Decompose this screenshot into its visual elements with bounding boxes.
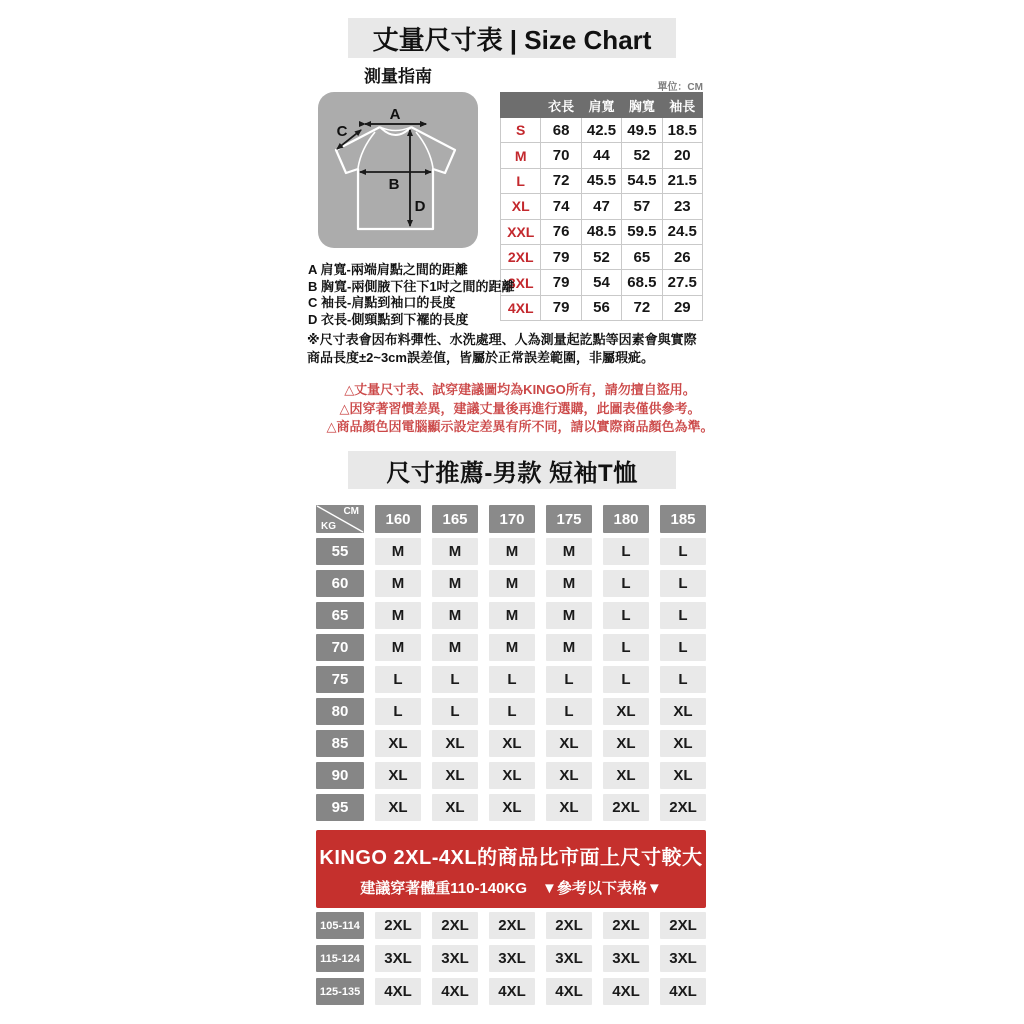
heavy-size-cell: 3XL [603, 945, 649, 972]
label-b: B [388, 176, 400, 193]
heavy-weight-header-cell: 105-114 [316, 912, 364, 939]
size-value: 44 [581, 143, 621, 168]
size-label: 2XL [501, 244, 541, 269]
banner-line2: 建議穿著體重110-140KG ▼參考以下表格▼ [360, 879, 662, 897]
size-value: 42.5 [581, 118, 621, 143]
size-recommend-cell: XL [546, 730, 592, 757]
heavy-size-cell: 4XL [546, 978, 592, 1005]
size-recommend-cell: XL [546, 762, 592, 789]
size-value: 23 [662, 194, 702, 219]
measure-guide-title: 測量指南 [364, 67, 432, 86]
weight-header-cell: 70 [316, 634, 364, 661]
heavy-size-cell: 2XL [660, 912, 706, 939]
size-recommend-cell: 2XL [660, 794, 706, 821]
heavy-size-cell: 2XL [603, 912, 649, 939]
size-recommend-cell: L [660, 634, 706, 661]
height-header-cell: 165 [432, 505, 478, 533]
size-value: 52 [622, 143, 662, 168]
size-value: 70 [541, 143, 581, 168]
size-value: 52 [581, 244, 621, 269]
col-header-sleeve: 袖長 [662, 93, 702, 118]
size-label: XL [501, 194, 541, 219]
height-header-cell: 170 [489, 505, 535, 533]
size-table-row [501, 295, 703, 320]
size-recommend-cell: L [660, 666, 706, 693]
size-value: 72 [541, 168, 581, 193]
size-value: 27.5 [662, 270, 702, 295]
col-header-chest: 胸寬 [622, 93, 662, 118]
measure-note-line: A 肩寬-兩端肩點之間的距離 [308, 262, 468, 277]
size-value: 26 [662, 244, 702, 269]
weight-header-cell: 60 [316, 570, 364, 597]
label-d: D [414, 198, 426, 215]
size-recommend-cell: XL [660, 762, 706, 789]
size-table-row [501, 270, 703, 295]
col-header-length: 衣長 [541, 93, 581, 118]
weight-header-cell: 65 [316, 602, 364, 629]
label-c: C [336, 123, 348, 140]
size-recommend-cell: XL [375, 762, 421, 789]
size-value: 45.5 [581, 168, 621, 193]
size-recommend-cell: XL [432, 794, 478, 821]
oversize-banner [316, 830, 706, 908]
size-recommend-cell: 2XL [603, 794, 649, 821]
size-value: 29 [662, 295, 702, 320]
height-header-cell: 185 [660, 505, 706, 533]
size-recommend-cell: L [546, 666, 592, 693]
tshirt-illustration [318, 92, 478, 248]
size-recommend-cell: XL [432, 762, 478, 789]
size-table-body [501, 118, 703, 321]
size-value: 68 [541, 118, 581, 143]
size-recommend-cell: L [603, 538, 649, 565]
size-value: 79 [541, 295, 581, 320]
size-recommend-cell: L [432, 666, 478, 693]
weight-header-cell: 95 [316, 794, 364, 821]
size-recommend-cell: L [432, 698, 478, 725]
size-recommend-cell: L [603, 570, 649, 597]
tshirt-diagram [318, 92, 478, 248]
size-recommend-cell: L [603, 666, 649, 693]
size-recommend-cell: L [489, 698, 535, 725]
size-recommend-cell: XL [603, 698, 649, 725]
heavy-size-cell: 3XL [375, 945, 421, 972]
size-recommend-cell: M [432, 538, 478, 565]
page-title: 丈量尺寸表 | Size Chart [348, 18, 676, 58]
warnings [312, 381, 728, 437]
size-label: 4XL [501, 295, 541, 320]
size-recommend-cell: M [375, 602, 421, 629]
size-value: 59.5 [622, 219, 662, 244]
size-value: 20 [662, 143, 702, 168]
warning-line: △商品顏色因電腦顯示設定差異有所不同，請以實際商品顏色為準。 [326, 419, 714, 434]
measure-note-line: B 胸寬-兩側腋下往下1吋之間的距離 [308, 278, 515, 294]
heavy-size-cell: 3XL [432, 945, 478, 972]
axis-cm-label: CM [343, 506, 359, 517]
size-recommend-cell: M [489, 602, 535, 629]
size-recommend-cell: L [660, 602, 706, 629]
heavy-size-cell: 2XL [489, 912, 535, 939]
heavy-size-cell: 3XL [660, 945, 706, 972]
size-value: 48.5 [581, 219, 621, 244]
size-label: XXL [501, 219, 541, 244]
size-table-row [501, 194, 703, 219]
size-table-header-row [501, 93, 703, 118]
size-value: 74 [541, 194, 581, 219]
size-recommend-cell: L [603, 634, 649, 661]
unit-label: 單位：CM [657, 82, 703, 93]
size-recommend-cell: XL [603, 762, 649, 789]
size-recommend-cell: L [489, 666, 535, 693]
size-recommend-cell: XL [432, 730, 478, 757]
size-value: 57 [622, 194, 662, 219]
size-recommend-cell: M [432, 634, 478, 661]
size-recommend-cell: M [375, 570, 421, 597]
size-recommend-cell: M [489, 538, 535, 565]
size-recommend-cell: XL [489, 794, 535, 821]
size-recommend-cell: L [660, 538, 706, 565]
heavy-weight-table [316, 912, 706, 1005]
warning-line: △丈量尺寸表、試穿建議圖均為KINGO所有，請勿擅自盜用。 [344, 382, 696, 397]
heavy-size-cell: 4XL [603, 978, 649, 1005]
size-recommend-cell: L [660, 570, 706, 597]
size-recommend-cell: M [546, 634, 592, 661]
size-value: 76 [541, 219, 581, 244]
size-recommend-cell: XL [375, 794, 421, 821]
size-table-row [501, 168, 703, 193]
size-recommend-cell: M [489, 634, 535, 661]
size-recommend-cell: XL [603, 730, 649, 757]
weight-header-cell: 75 [316, 666, 364, 693]
recommend-title: 尺寸推薦-男款 短袖T恤 [348, 451, 676, 489]
heavy-size-cell: 4XL [660, 978, 706, 1005]
size-recommend-cell: L [375, 698, 421, 725]
size-table-corner-cell [501, 93, 541, 118]
size-value: 72 [622, 295, 662, 320]
size-recommend-cell: M [432, 602, 478, 629]
size-recommend-cell: M [546, 602, 592, 629]
size-recommend-cell: L [546, 698, 592, 725]
heavy-size-cell: 3XL [546, 945, 592, 972]
size-recommend-cell: M [489, 570, 535, 597]
size-recommend-cell: L [375, 666, 421, 693]
size-value: 68.5 [622, 270, 662, 295]
heavy-size-cell: 3XL [489, 945, 535, 972]
size-value: 47 [581, 194, 621, 219]
height-header-cell: 160 [375, 505, 421, 533]
size-recommend-cell: XL [375, 730, 421, 757]
heavy-size-cell: 4XL [432, 978, 478, 1005]
size-recommend-cell: XL [660, 730, 706, 757]
size-recommend-cell: XL [489, 762, 535, 789]
label-a: A [389, 106, 401, 123]
recommend-table [316, 505, 706, 821]
weight-header-cell: 55 [316, 538, 364, 565]
axis-corner-cell [316, 505, 364, 533]
size-table [500, 92, 703, 321]
tolerance-note: ※尺寸表會因布料彈性、水洗處理、人為測量起訖點等因素會與實際商品長度±2~3cm誤差值，皆屬於正常誤差範圍，非屬瑕疵。 [307, 332, 697, 365]
size-value: 79 [541, 244, 581, 269]
size-value: 49.5 [622, 118, 662, 143]
size-recommend-cell: XL [660, 698, 706, 725]
height-header-cell: 180 [603, 505, 649, 533]
size-value: 56 [581, 295, 621, 320]
axis-kg-label: KG [321, 521, 336, 532]
size-table-row [501, 118, 703, 143]
weight-header-cell: 80 [316, 698, 364, 725]
size-recommend-cell: M [375, 538, 421, 565]
banner-line1: KINGO 2XL-4XL的商品比市面上尺寸較大 [319, 846, 703, 869]
size-recommend-cell: L [603, 602, 649, 629]
size-table-row [501, 143, 703, 168]
size-label: S [501, 118, 541, 143]
weight-header-cell: 90 [316, 762, 364, 789]
size-recommend-cell: M [546, 570, 592, 597]
size-recommend-cell: XL [489, 730, 535, 757]
heavy-weight-header-cell: 115-124 [316, 945, 364, 972]
size-table-row [501, 219, 703, 244]
warning-line: △因穿著習慣差異，建議丈量後再進行選購，此圖表僅供參考。 [339, 400, 701, 416]
size-recommend-cell: M [546, 538, 592, 565]
heavy-size-cell: 4XL [489, 978, 535, 1005]
size-label: 3XL [501, 270, 541, 295]
measure-note-line: C 袖長-肩點到袖口的長度 [308, 295, 456, 310]
size-value: 54 [581, 270, 621, 295]
measure-notes [308, 262, 515, 328]
size-value: 65 [622, 244, 662, 269]
size-recommend-cell: M [432, 570, 478, 597]
weight-header-cell: 85 [316, 730, 364, 757]
size-label: L [501, 168, 541, 193]
heavy-size-cell: 4XL [375, 978, 421, 1005]
size-table-row [501, 244, 703, 269]
height-header-cell: 175 [546, 505, 592, 533]
heavy-weight-header-cell: 125-135 [316, 978, 364, 1005]
col-header-shoulder: 肩寬 [581, 93, 621, 118]
measure-note-line: D 衣長-側頸點到下襬的長度 [308, 311, 469, 327]
size-value: 21.5 [662, 168, 702, 193]
size-value: 54.5 [622, 168, 662, 193]
size-value: 24.5 [662, 219, 702, 244]
heavy-size-cell: 2XL [432, 912, 478, 939]
heavy-size-cell: 2XL [375, 912, 421, 939]
size-label: M [501, 143, 541, 168]
size-value: 79 [541, 270, 581, 295]
heavy-size-cell: 2XL [546, 912, 592, 939]
size-recommend-cell: XL [546, 794, 592, 821]
size-recommend-cell: M [375, 634, 421, 661]
size-value: 18.5 [662, 118, 702, 143]
